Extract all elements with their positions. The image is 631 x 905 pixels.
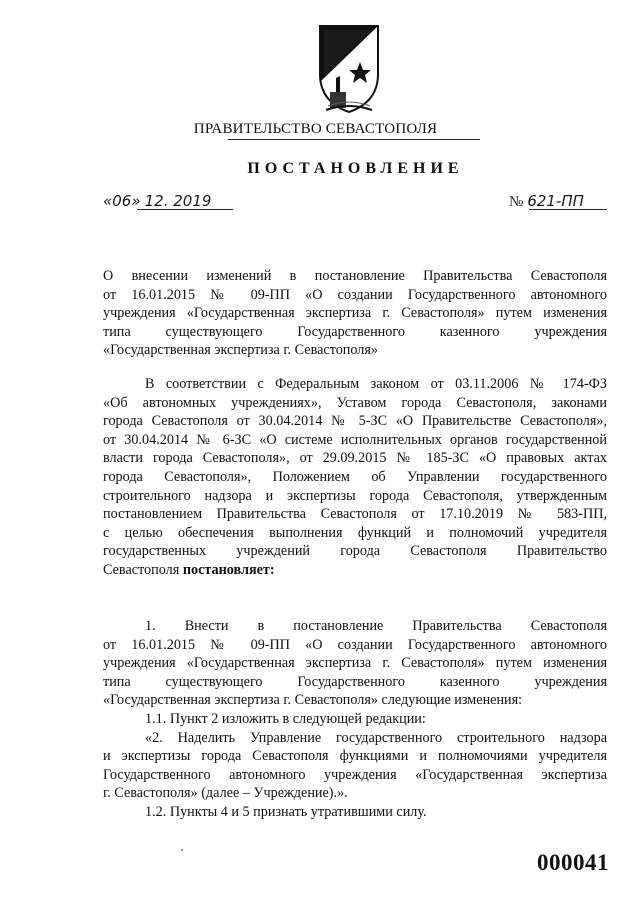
date-close-quote: » (131, 192, 141, 210)
preamble-line: власти города Севастополя», от 29.09.2015 № 185-ЗС «О правовых актах (103, 450, 607, 467)
preamble-line: от 30.04.2014 № 6-ЗС «О системе исполнительных органов государственной (103, 431, 607, 448)
title-line: от 16.01.2015 № 09-ПП «О создании Государственного автономного (103, 286, 607, 303)
issuing-authority: ПРАВИТЕЛЬСТВО СЕВАСТОПОЛЯ (193, 121, 438, 137)
item-1-1: 1.1. Пункт 2 изложить в следующей редакции: (145, 710, 426, 727)
document-title (103, 267, 607, 360)
preamble-line: строительного надзора и экспертизы города Севастополя, утвержденным (103, 487, 607, 504)
registration-stamp-number: 000041 (537, 850, 609, 875)
preamble-last-text: Севастополя (103, 561, 183, 578)
number-prefix: № (509, 194, 524, 210)
document-number (509, 192, 607, 211)
item-1-line: от 16.01.2015 № 09-ПП «О создании Государственного автономного (103, 636, 607, 653)
item-1-line: типа существующего Государственного казенного учреждения (103, 673, 607, 690)
title-line: О внесении изменений в постановление Правительства Севастополя (103, 268, 607, 284)
title-line: типа существующего Государственного казенного учреждения (103, 323, 607, 340)
preamble-line: В соответствии с Федеральным законом от 03.11.2006 № 174-ФЗ (145, 376, 607, 392)
date-month-year: 12. 2019 (144, 192, 212, 210)
date-underline (137, 209, 233, 210)
preamble-paragraph (103, 375, 607, 580)
date-open-quote: « (103, 192, 113, 210)
item-1-line: учреждения «Государственная экспертиза г. Севастополя» путем изменения (103, 655, 607, 672)
authority-underline (228, 139, 480, 140)
resolution-verb: постановляет: (182, 561, 275, 578)
preamble-line: с целью обеспечения выполнения функций и полномочий учредителя (103, 524, 607, 541)
title-line: учреждения «Государственная экспертиза г. Севастополя» путем изменения (103, 305, 607, 322)
preamble-line: постановлением Правительства Севастополя от 17.10.2019 № 583-ПП, (103, 506, 607, 523)
date-day: 06 (112, 192, 132, 210)
preamble-line: «Об автономных учреждениях», Уставом города Севастополя, законами (103, 394, 607, 411)
title-line: «Государственная экспертиза г. Севастополя» (103, 342, 378, 359)
quote-line: и экспертизы города Севастополя функциями и полномочиями учредителя (103, 748, 607, 765)
quote-line: г. Севастополя» (далее – Учреждение).». (103, 785, 348, 802)
preamble-line: города Севастополя от 30.04.2014 № 5-ЗС «О Правительстве Севастополя», (103, 413, 607, 430)
quote-line: Государственного автономного учреждения «Государственная экспертиза (103, 766, 607, 783)
item-1-line: 1. Внести в постановление Правительства Севастополя (145, 618, 607, 634)
item-1-line: «Государственная экспертиза г. Севастополя» следующие изменения: (103, 692, 523, 709)
number-value: 621-ПП (527, 192, 584, 210)
number-underline (529, 209, 607, 210)
document-date (103, 192, 233, 211)
scan-speck (181, 849, 183, 851)
preamble-line: города Севастополя», Положением об Управлении государственного (103, 468, 607, 485)
preamble-line-last (103, 561, 607, 580)
item-1 (103, 617, 607, 822)
document-type-heading: ПОСТАНОВЛЕНИЕ (247, 160, 464, 177)
preamble-line: государственных учреждений города Севастополя Правительство (103, 543, 607, 560)
item-1-2: 1.2. Пункты 4 и 5 признать утратившими силу. (145, 803, 427, 820)
coat-of-arms-emblem (314, 22, 384, 114)
quote-line: «2. Наделить Управление государственного строительного надзора (145, 729, 607, 746)
